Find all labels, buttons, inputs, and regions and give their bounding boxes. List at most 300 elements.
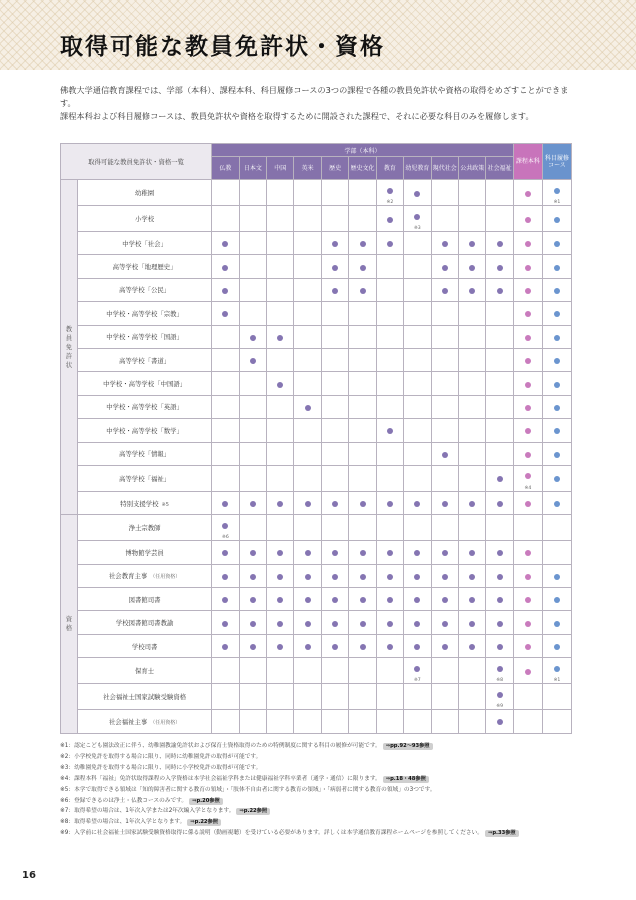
available-dot bbox=[497, 501, 503, 507]
row-label bbox=[78, 348, 212, 371]
available-dot bbox=[442, 574, 448, 580]
table-cell bbox=[267, 232, 294, 255]
table-cell bbox=[212, 658, 239, 684]
available-dot bbox=[222, 574, 228, 580]
available-dot bbox=[250, 335, 256, 341]
table-cell bbox=[267, 634, 294, 657]
available-dot bbox=[469, 288, 475, 294]
footnote-text: ※4：課程本科「福祉」免許状取得課程の入学資格は本学社会福祉学科または健康福祉学科卒業者（通学・通信）に限ります。 bbox=[60, 775, 381, 782]
table-cell bbox=[212, 180, 239, 206]
table-cell bbox=[349, 255, 376, 278]
table-cell bbox=[458, 588, 485, 611]
available-dot bbox=[554, 358, 560, 364]
department-header: 学部（本科） bbox=[212, 144, 514, 157]
available-dot bbox=[469, 550, 475, 556]
available-dot bbox=[525, 191, 531, 197]
available-dot bbox=[250, 597, 256, 603]
available-dot bbox=[305, 597, 311, 603]
group-label-text: 資格 bbox=[65, 614, 73, 632]
table-row bbox=[61, 710, 572, 733]
table-cell bbox=[513, 611, 542, 634]
table-cell bbox=[376, 541, 403, 564]
footnote-text: ※1：認定こども園法改正に伴う、幼稚園教諭免許状および保育士資格取得のための特例制度に関する科目の履修が可能です。 bbox=[60, 743, 381, 749]
table-cell bbox=[376, 325, 403, 348]
table-cell bbox=[267, 611, 294, 634]
table-cell bbox=[486, 302, 513, 325]
table-cell bbox=[321, 515, 348, 541]
table-cell bbox=[212, 515, 239, 541]
table-cell bbox=[267, 302, 294, 325]
table-cell bbox=[458, 180, 485, 206]
table-cell bbox=[542, 325, 571, 348]
table-cell bbox=[458, 325, 485, 348]
table-cell bbox=[376, 710, 403, 733]
row-label-text: 高等学校「地理歴史」 bbox=[112, 263, 177, 272]
cell-footnote-mark: ※4 bbox=[524, 485, 532, 491]
table-cell bbox=[294, 255, 321, 278]
table-cell bbox=[458, 419, 485, 442]
table-row bbox=[61, 684, 572, 710]
table-cell bbox=[376, 395, 403, 418]
table-cell bbox=[404, 515, 431, 541]
table-cell bbox=[458, 302, 485, 325]
available-dot bbox=[250, 550, 256, 556]
table-cell bbox=[239, 541, 266, 564]
table-cell bbox=[458, 564, 485, 587]
available-dot bbox=[332, 501, 338, 507]
available-dot bbox=[442, 621, 448, 627]
available-dot bbox=[250, 574, 256, 580]
table-cell bbox=[212, 206, 239, 232]
table-cell bbox=[458, 684, 485, 710]
table-cell bbox=[267, 541, 294, 564]
table-cell bbox=[212, 419, 239, 442]
table-cell bbox=[458, 710, 485, 733]
table-cell bbox=[349, 395, 376, 418]
available-dot bbox=[554, 621, 560, 627]
group-label bbox=[61, 515, 78, 733]
table-cell bbox=[404, 419, 431, 442]
table-row bbox=[61, 255, 572, 278]
table-cell bbox=[513, 658, 542, 684]
table-cell bbox=[431, 658, 458, 684]
available-dot bbox=[387, 550, 393, 556]
table-cell bbox=[458, 442, 485, 465]
table-cell bbox=[376, 348, 403, 371]
available-dot bbox=[222, 501, 228, 507]
table-cell bbox=[212, 588, 239, 611]
table-cell bbox=[321, 348, 348, 371]
available-dot bbox=[414, 574, 420, 580]
table-cell bbox=[376, 206, 403, 232]
table-cell bbox=[486, 325, 513, 348]
available-dot bbox=[414, 644, 420, 650]
table-cell bbox=[239, 515, 266, 541]
table-cell bbox=[542, 611, 571, 634]
table-cell bbox=[239, 372, 266, 395]
table-cell bbox=[294, 634, 321, 657]
footnote-text: ※2：小学校免許を取得する場合に限り、同時に幼稚園免許の取得が可能です。 bbox=[60, 753, 262, 760]
row-label bbox=[78, 395, 212, 418]
table-cell bbox=[542, 419, 571, 442]
row-label-text: 高等学校「情報」 bbox=[119, 450, 171, 459]
table-cell bbox=[376, 442, 403, 465]
table-cell bbox=[267, 491, 294, 514]
page-reference-badge: ⇒p.33参照 bbox=[485, 830, 519, 837]
table-cell bbox=[349, 206, 376, 232]
row-label-text: 社会福祉主事 bbox=[108, 717, 148, 726]
row-label bbox=[78, 180, 212, 206]
table-row bbox=[61, 564, 572, 587]
table-cell bbox=[321, 491, 348, 514]
table-cell bbox=[212, 465, 239, 491]
table-row bbox=[61, 515, 572, 541]
table-cell bbox=[321, 232, 348, 255]
table-cell bbox=[212, 684, 239, 710]
table-cell bbox=[431, 180, 458, 206]
available-dot bbox=[250, 644, 256, 650]
table-cell bbox=[349, 465, 376, 491]
available-dot bbox=[469, 597, 475, 603]
available-dot bbox=[250, 621, 256, 627]
table-cell bbox=[349, 442, 376, 465]
table-cell bbox=[267, 206, 294, 232]
table-cell bbox=[239, 564, 266, 587]
available-dot bbox=[525, 288, 531, 294]
table-cell bbox=[349, 419, 376, 442]
available-dot bbox=[360, 265, 366, 271]
table-cell bbox=[513, 232, 542, 255]
table-cell bbox=[542, 278, 571, 301]
table-cell bbox=[267, 325, 294, 348]
table-cell bbox=[431, 634, 458, 657]
table-cell bbox=[486, 491, 513, 514]
table-cell bbox=[542, 515, 571, 541]
table-cell bbox=[239, 465, 266, 491]
table-cell bbox=[321, 611, 348, 634]
row-label-note: （任用資格） bbox=[150, 574, 181, 581]
table-cell bbox=[239, 206, 266, 232]
table-cell bbox=[349, 515, 376, 541]
table-row bbox=[61, 395, 572, 418]
table-cell bbox=[267, 442, 294, 465]
available-dot bbox=[497, 666, 503, 672]
available-dot bbox=[387, 574, 393, 580]
available-dot bbox=[497, 621, 503, 627]
available-dot bbox=[469, 501, 475, 507]
row-label-text: 学校図書館司書教諭 bbox=[115, 619, 174, 628]
table-cell bbox=[542, 232, 571, 255]
available-dot bbox=[387, 597, 393, 603]
table-cell bbox=[404, 465, 431, 491]
available-dot bbox=[222, 311, 228, 317]
table-cell bbox=[212, 442, 239, 465]
available-dot bbox=[469, 265, 475, 271]
table-cell bbox=[294, 541, 321, 564]
column-header: 社会福祉 bbox=[486, 157, 513, 180]
table-cell bbox=[404, 611, 431, 634]
available-dot bbox=[497, 644, 503, 650]
table-cell bbox=[294, 348, 321, 371]
table-cell bbox=[513, 541, 542, 564]
table-cell bbox=[431, 564, 458, 587]
available-dot bbox=[360, 288, 366, 294]
footnote bbox=[60, 828, 600, 839]
available-dot bbox=[222, 621, 228, 627]
table-cell bbox=[542, 541, 571, 564]
available-dot bbox=[525, 621, 531, 627]
available-dot bbox=[497, 550, 503, 556]
table-cell bbox=[431, 465, 458, 491]
table-cell bbox=[513, 491, 542, 514]
table-cell bbox=[431, 515, 458, 541]
row-label-text: 社会教育主事 bbox=[108, 572, 148, 581]
table-cell bbox=[321, 255, 348, 278]
available-dot bbox=[387, 217, 393, 223]
table-cell bbox=[321, 278, 348, 301]
table-cell bbox=[349, 302, 376, 325]
column-header: 中国 bbox=[267, 157, 294, 180]
table-cell bbox=[349, 372, 376, 395]
available-dot bbox=[305, 405, 311, 411]
row-label-text: 博物館学芸員 bbox=[125, 548, 164, 557]
footnote bbox=[60, 806, 600, 817]
table-cell bbox=[212, 564, 239, 587]
footnote bbox=[60, 785, 600, 796]
available-dot bbox=[554, 574, 560, 580]
table-cell bbox=[321, 684, 348, 710]
table-cell bbox=[486, 658, 513, 684]
table-cell bbox=[542, 634, 571, 657]
table-cell bbox=[404, 348, 431, 371]
table-cell bbox=[376, 588, 403, 611]
row-label-text: 社会福祉士国家試験受験資格 bbox=[103, 693, 187, 702]
table-row bbox=[61, 206, 572, 232]
table-cell bbox=[458, 206, 485, 232]
table-cell bbox=[294, 588, 321, 611]
table-cell bbox=[267, 658, 294, 684]
table-cell bbox=[458, 278, 485, 301]
row-label-text: 浄土宗教師 bbox=[128, 524, 161, 533]
table-cell bbox=[212, 634, 239, 657]
table-cell bbox=[431, 395, 458, 418]
table-cell bbox=[513, 442, 542, 465]
table-cell bbox=[349, 684, 376, 710]
cell-footnote-mark: ※1 bbox=[553, 678, 561, 684]
table-cell bbox=[431, 325, 458, 348]
table-row bbox=[61, 325, 572, 348]
table-cell bbox=[349, 658, 376, 684]
table-cell bbox=[513, 515, 542, 541]
table-cell bbox=[458, 515, 485, 541]
available-dot bbox=[360, 597, 366, 603]
available-dot bbox=[554, 597, 560, 603]
table-cell bbox=[212, 255, 239, 278]
table-cell bbox=[486, 588, 513, 611]
row-label-text: 中学校・高等学校「中国語」 bbox=[103, 380, 187, 389]
available-dot bbox=[414, 501, 420, 507]
available-dot bbox=[554, 217, 560, 223]
table-cell bbox=[486, 419, 513, 442]
row-label bbox=[78, 232, 212, 255]
table-cell bbox=[294, 419, 321, 442]
table-cell bbox=[212, 302, 239, 325]
table-cell bbox=[267, 564, 294, 587]
table-cell bbox=[431, 278, 458, 301]
available-dot bbox=[554, 382, 560, 388]
table-cell bbox=[542, 684, 571, 710]
available-dot bbox=[442, 597, 448, 603]
table-cell bbox=[376, 465, 403, 491]
table-cell bbox=[486, 232, 513, 255]
available-dot bbox=[305, 644, 311, 650]
available-dot bbox=[414, 597, 420, 603]
available-dot bbox=[525, 428, 531, 434]
row-label bbox=[78, 372, 212, 395]
cell-footnote-mark: ※1 bbox=[553, 200, 561, 205]
table-cell bbox=[239, 634, 266, 657]
table-cell bbox=[267, 465, 294, 491]
table-cell bbox=[349, 180, 376, 206]
table-cell bbox=[513, 302, 542, 325]
row-label bbox=[78, 442, 212, 465]
table-cell bbox=[349, 634, 376, 657]
table-cell bbox=[239, 325, 266, 348]
table-cell bbox=[513, 348, 542, 371]
row-label bbox=[78, 684, 212, 710]
table-cell bbox=[404, 278, 431, 301]
table-cell bbox=[349, 348, 376, 371]
available-dot bbox=[277, 597, 283, 603]
table-cell bbox=[321, 658, 348, 684]
table-cell bbox=[294, 372, 321, 395]
available-dot bbox=[525, 574, 531, 580]
table-cell bbox=[431, 588, 458, 611]
table-cell bbox=[458, 491, 485, 514]
table-cell bbox=[321, 180, 348, 206]
table-cell bbox=[513, 564, 542, 587]
table-cell bbox=[404, 491, 431, 514]
table-cell bbox=[458, 232, 485, 255]
available-dot bbox=[332, 621, 338, 627]
table-cell bbox=[212, 278, 239, 301]
available-dot bbox=[525, 669, 531, 675]
table-row bbox=[61, 611, 572, 634]
row-label bbox=[78, 588, 212, 611]
available-dot bbox=[554, 452, 560, 458]
available-dot bbox=[305, 574, 311, 580]
footnote-text: ※7：取得希望の場合は、1年次入学または2年次編入学となります。 bbox=[60, 808, 235, 815]
available-dot bbox=[554, 405, 560, 411]
table-cell bbox=[321, 564, 348, 587]
available-dot bbox=[554, 644, 560, 650]
cell-footnote-mark: ※6 bbox=[222, 535, 229, 541]
table-cell bbox=[294, 395, 321, 418]
available-dot bbox=[332, 644, 338, 650]
table-cell bbox=[239, 255, 266, 278]
available-dot bbox=[387, 621, 393, 627]
table-cell bbox=[321, 541, 348, 564]
available-dot bbox=[554, 188, 560, 194]
table-cell bbox=[486, 442, 513, 465]
available-dot bbox=[277, 382, 283, 388]
available-dot bbox=[554, 241, 560, 247]
available-dot bbox=[387, 241, 393, 247]
table-cell bbox=[376, 232, 403, 255]
group-label bbox=[61, 180, 78, 515]
table-cell bbox=[404, 180, 431, 206]
table-cell bbox=[376, 564, 403, 587]
table-cell bbox=[239, 278, 266, 301]
table-row bbox=[61, 541, 572, 564]
table-cell bbox=[376, 634, 403, 657]
available-dot bbox=[277, 621, 283, 627]
table-cell bbox=[294, 515, 321, 541]
page-reference-badge: ⇒pp.92〜93参照 bbox=[383, 743, 433, 750]
table-row bbox=[61, 465, 572, 491]
available-dot bbox=[222, 288, 228, 294]
row-label bbox=[78, 491, 212, 514]
table-cell bbox=[404, 372, 431, 395]
available-dot bbox=[414, 666, 420, 672]
available-dot bbox=[442, 644, 448, 650]
row-label-text: 中学校「社会」 bbox=[122, 239, 167, 248]
table-cell bbox=[267, 180, 294, 206]
table-cell bbox=[267, 255, 294, 278]
available-dot bbox=[387, 428, 393, 434]
table-cell bbox=[513, 372, 542, 395]
footnote bbox=[60, 774, 600, 785]
footnote-text: ※6：登録できるのは浄土・仏教コースのみです。 bbox=[60, 797, 188, 804]
table-cell bbox=[513, 588, 542, 611]
available-dot bbox=[277, 574, 283, 580]
available-dot bbox=[497, 476, 503, 482]
table-cell bbox=[404, 658, 431, 684]
table-cell bbox=[486, 395, 513, 418]
table-cell bbox=[404, 206, 431, 232]
available-dot bbox=[414, 214, 420, 220]
available-dot bbox=[414, 621, 420, 627]
available-dot bbox=[497, 719, 503, 725]
cell-footnote-mark: ※7 bbox=[413, 678, 421, 684]
page-number: 16 bbox=[22, 870, 36, 881]
table-cell bbox=[513, 255, 542, 278]
intro-paragraph: 課程本科および科目履修コースは、教員免許状や資格を取得するために開設された課程で、それに必要な科目のみを履修します。 bbox=[60, 111, 534, 121]
table-cell bbox=[267, 395, 294, 418]
available-dot bbox=[442, 550, 448, 556]
table-cell bbox=[239, 232, 266, 255]
page-reference-badge: ⇒p.22参照 bbox=[187, 819, 221, 826]
row-label bbox=[78, 541, 212, 564]
available-dot bbox=[360, 241, 366, 247]
table-cell bbox=[321, 710, 348, 733]
table-cell bbox=[486, 515, 513, 541]
table-cell bbox=[294, 564, 321, 587]
available-dot bbox=[554, 476, 560, 482]
table-cell bbox=[431, 710, 458, 733]
table-cell bbox=[486, 278, 513, 301]
table-cell bbox=[513, 395, 542, 418]
table-cell bbox=[321, 325, 348, 348]
available-dot bbox=[277, 550, 283, 556]
intro-text bbox=[60, 84, 580, 123]
table-cell bbox=[239, 491, 266, 514]
table-cell bbox=[404, 325, 431, 348]
table-cell bbox=[431, 442, 458, 465]
available-dot bbox=[222, 644, 228, 650]
available-dot bbox=[442, 501, 448, 507]
table-cell bbox=[239, 348, 266, 371]
